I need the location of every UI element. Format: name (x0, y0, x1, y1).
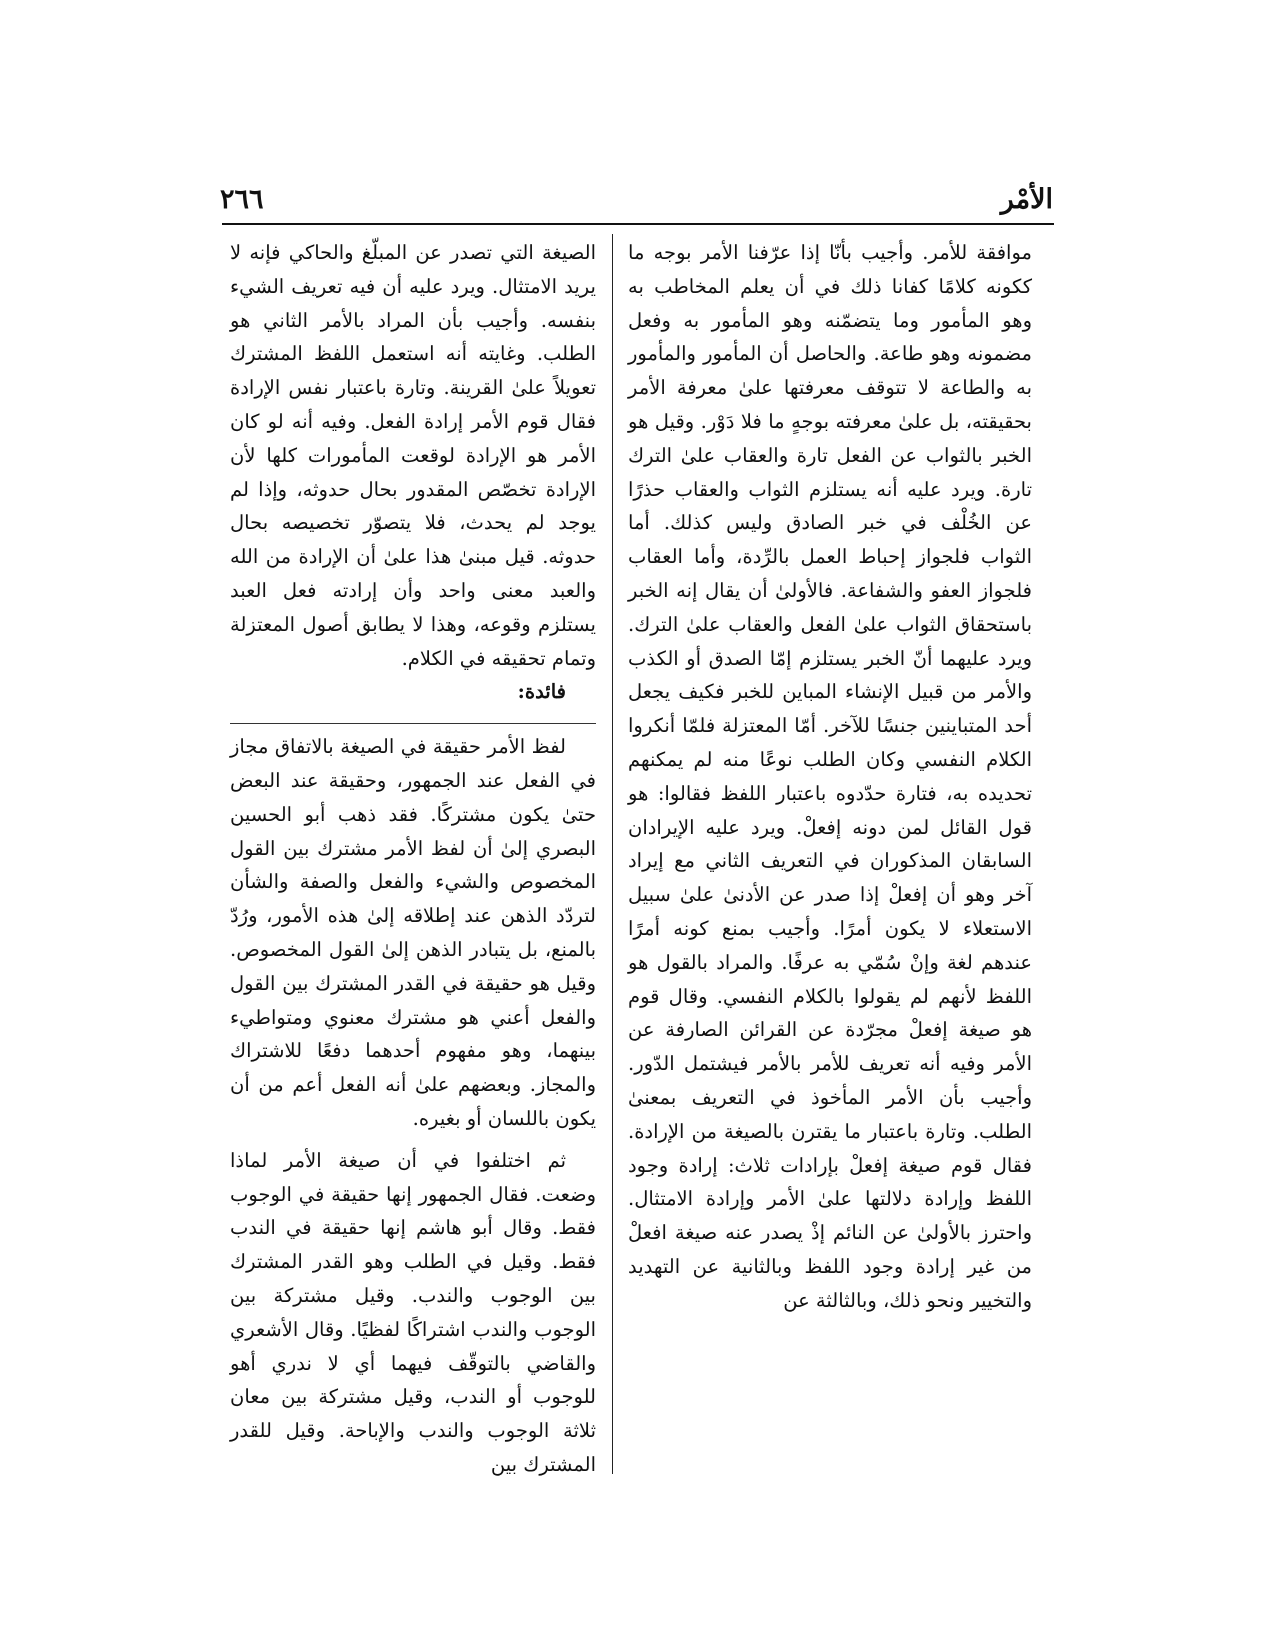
page-number: ٢٦٦ (220, 184, 264, 215)
paragraph: موافقة للأمر. وأجيب بأنّا إذا عرّفنا الأمر بوجه ما ككونه كلامًا كفانا ذلك في أن يعلم المخاطب به وهو المأمور وما يتضمّنه وهو المأمور به وفعل مضمونه وهو طاعة. والحاصل أن المأمور والمأمور به والطاعة لا تتوقف معرفتها علىٰ معرفة الأمر بحقيقته، بل علىٰ معرفته بوجهٍ ما فلا دَوْر. وقيل هو الخبر بالثواب عن الفعل تارة والعقاب علىٰ الترك تارة. ويرد عليه أنه يستلزم الثواب والعقاب حذرًا عن الخُلْف في خبر الصادق وليس كذلك. أما الثواب فلجواز إحباط العمل بالرِّدة، وأما العقاب فلجواز العفو والشفاعة. فالأولىٰ أن يقال إنه الخبر باستحقاق الثواب علىٰ الفعل والعقاب علىٰ الترك. ويرد عليهما أنّ الخبر يستلزم إمّا الصدق أو الكذب والأمر من قبيل الإنشاء المباين للخبر فكيف يجعل أحد المتباينين جنسًا للآخر. أمّا المعتزلة فلمّا أنكروا الكلام النفسي وكان الطلب نوعًا منه لم يمكنهم تحديده به، فتارة حدّدوه باعتبار اللفظ فقالوا: هو قول القائل لمن دونه إفعلْ. ويرد عليه الإيرادان السابقان المذكوران في التعريف الثاني مع إيراد آخر وهو أن إفعلْ إذا صدر عن الأدنىٰ علىٰ سبيل الاستعلاء لا يكون أمرًا. وأجيب بمنع كونه أمرًا عندهم لغة وإنْ سُمّي به عرفًا. والمراد بالقول هو اللفظ لأنهم لم يقولوا بالكلام النفسي. وقال قوم هو صيغة إفعلْ مجرّدة عن القرائن الصارفة عن الأمر وفيه أنه تعريف للأمر بالأمر فيشتمل الدّور. وأجيب بأن الأمر المأخوذ في التعريف بمعنىٰ الطلب. وتارة باعتبار ما يقترن بالصيغة من الإرادة. فقال قوم صيغة إفعلْ بإرادات ثلاث: إرادة وجود اللفظ وإرادة دلالتها علىٰ الأمر وإرادة الامتثال. واحترز بالأولىٰ عن النائم إذْ يصدر عنه صيغة افعلْ من غير إرادة وجود اللفظ وبالثانية عن التهديد والتخيير ونحو ذلك، وبالثالثة عن (628, 241, 1032, 1312)
right-column (628, 236, 1032, 1318)
paragraph: لفظ الأمر حقيقة في الصيغة بالاتفاق مجاز في الفعل عند الجمهور، وحقيقة عند البعض حتىٰ يكون مشتركًا. فقد ذهب أبو الحسين البصري إلىٰ أن لفظ الأمر مشترك بين القول المخصوص والشيء والفعل والصفة والشأن لتردّد الذهن عند إطلاقه إلىٰ هذه الأمور، ورُدّ بالمنع، بل يتبادر الذهن إلىٰ القول المخصوص. وقيل هو حقيقة في القدر المشترك بين القول والفعل أعني هو مشترك معنوي ومتواطيء بينهما، وهو مفهوم أحدهما دفعًا للاشتراك والمجاز. وبعضهم علىٰ أنه الفعل أعم من أن يكون باللسان أو بغيره. (230, 735, 596, 1130)
section-rule (230, 723, 596, 724)
section-heading: فائدة: (517, 680, 566, 704)
column-divider (612, 234, 613, 1474)
paragraph: ثم اختلفوا في أن صيغة الأمر لماذا وضعت. فقال الجمهور إنها حقيقة في الوجوب فقط. وقال أبو هاشم إنها حقيقة في الندب فقط. وقيل في الطلب وهو القدر المشترك بين الوجوب والندب. وقيل مشتركة بين الوجوب والندب اشتراكًا لفظيًا. وقال الأشعري والقاضي بالتوقّف فيهما أي لا ندري أهو للوجوب أو الندب، وقيل مشتركة بين معان ثلاثة الوجوب والندب والإباحة. وقيل للقدر المشترك بين (230, 1148, 596, 1476)
left-column (230, 236, 596, 1482)
running-title: الأمْر (1000, 184, 1053, 215)
paragraph: الصيغة التي تصدر عن المبلّغ والحاكي فإنه لا يريد الامتثال. ويرد عليه أن فيه تعريف الشيء بنفسه. وأجيب بأن المراد بالأمر الثاني هو الطلب. وغايته أنه استعمل اللفظ المشترك تعويلاً علىٰ القرينة. وتارة باعتبار نفس الإرادة فقال قوم الأمر إرادة الفعل. وفيه أنه لو كان الأمر هو الإرادة لوقعت المأمورات كلها لأن الإرادة تخصّص المقدور بحال حدوثه، وإذا لم يوجد لم يحدث، فلا يتصوّر تخصيصه بحال حدوثه. قيل مبنىٰ هذا علىٰ أن الإرادة من الله والعبد معنى واحد وأن إرادته فعل العبد يستلزم وقوعه، وهذا لا يطابق أصول المعتزلة وتمام تحقيقه في الكلام. (230, 241, 596, 670)
header-rule (222, 223, 1054, 225)
